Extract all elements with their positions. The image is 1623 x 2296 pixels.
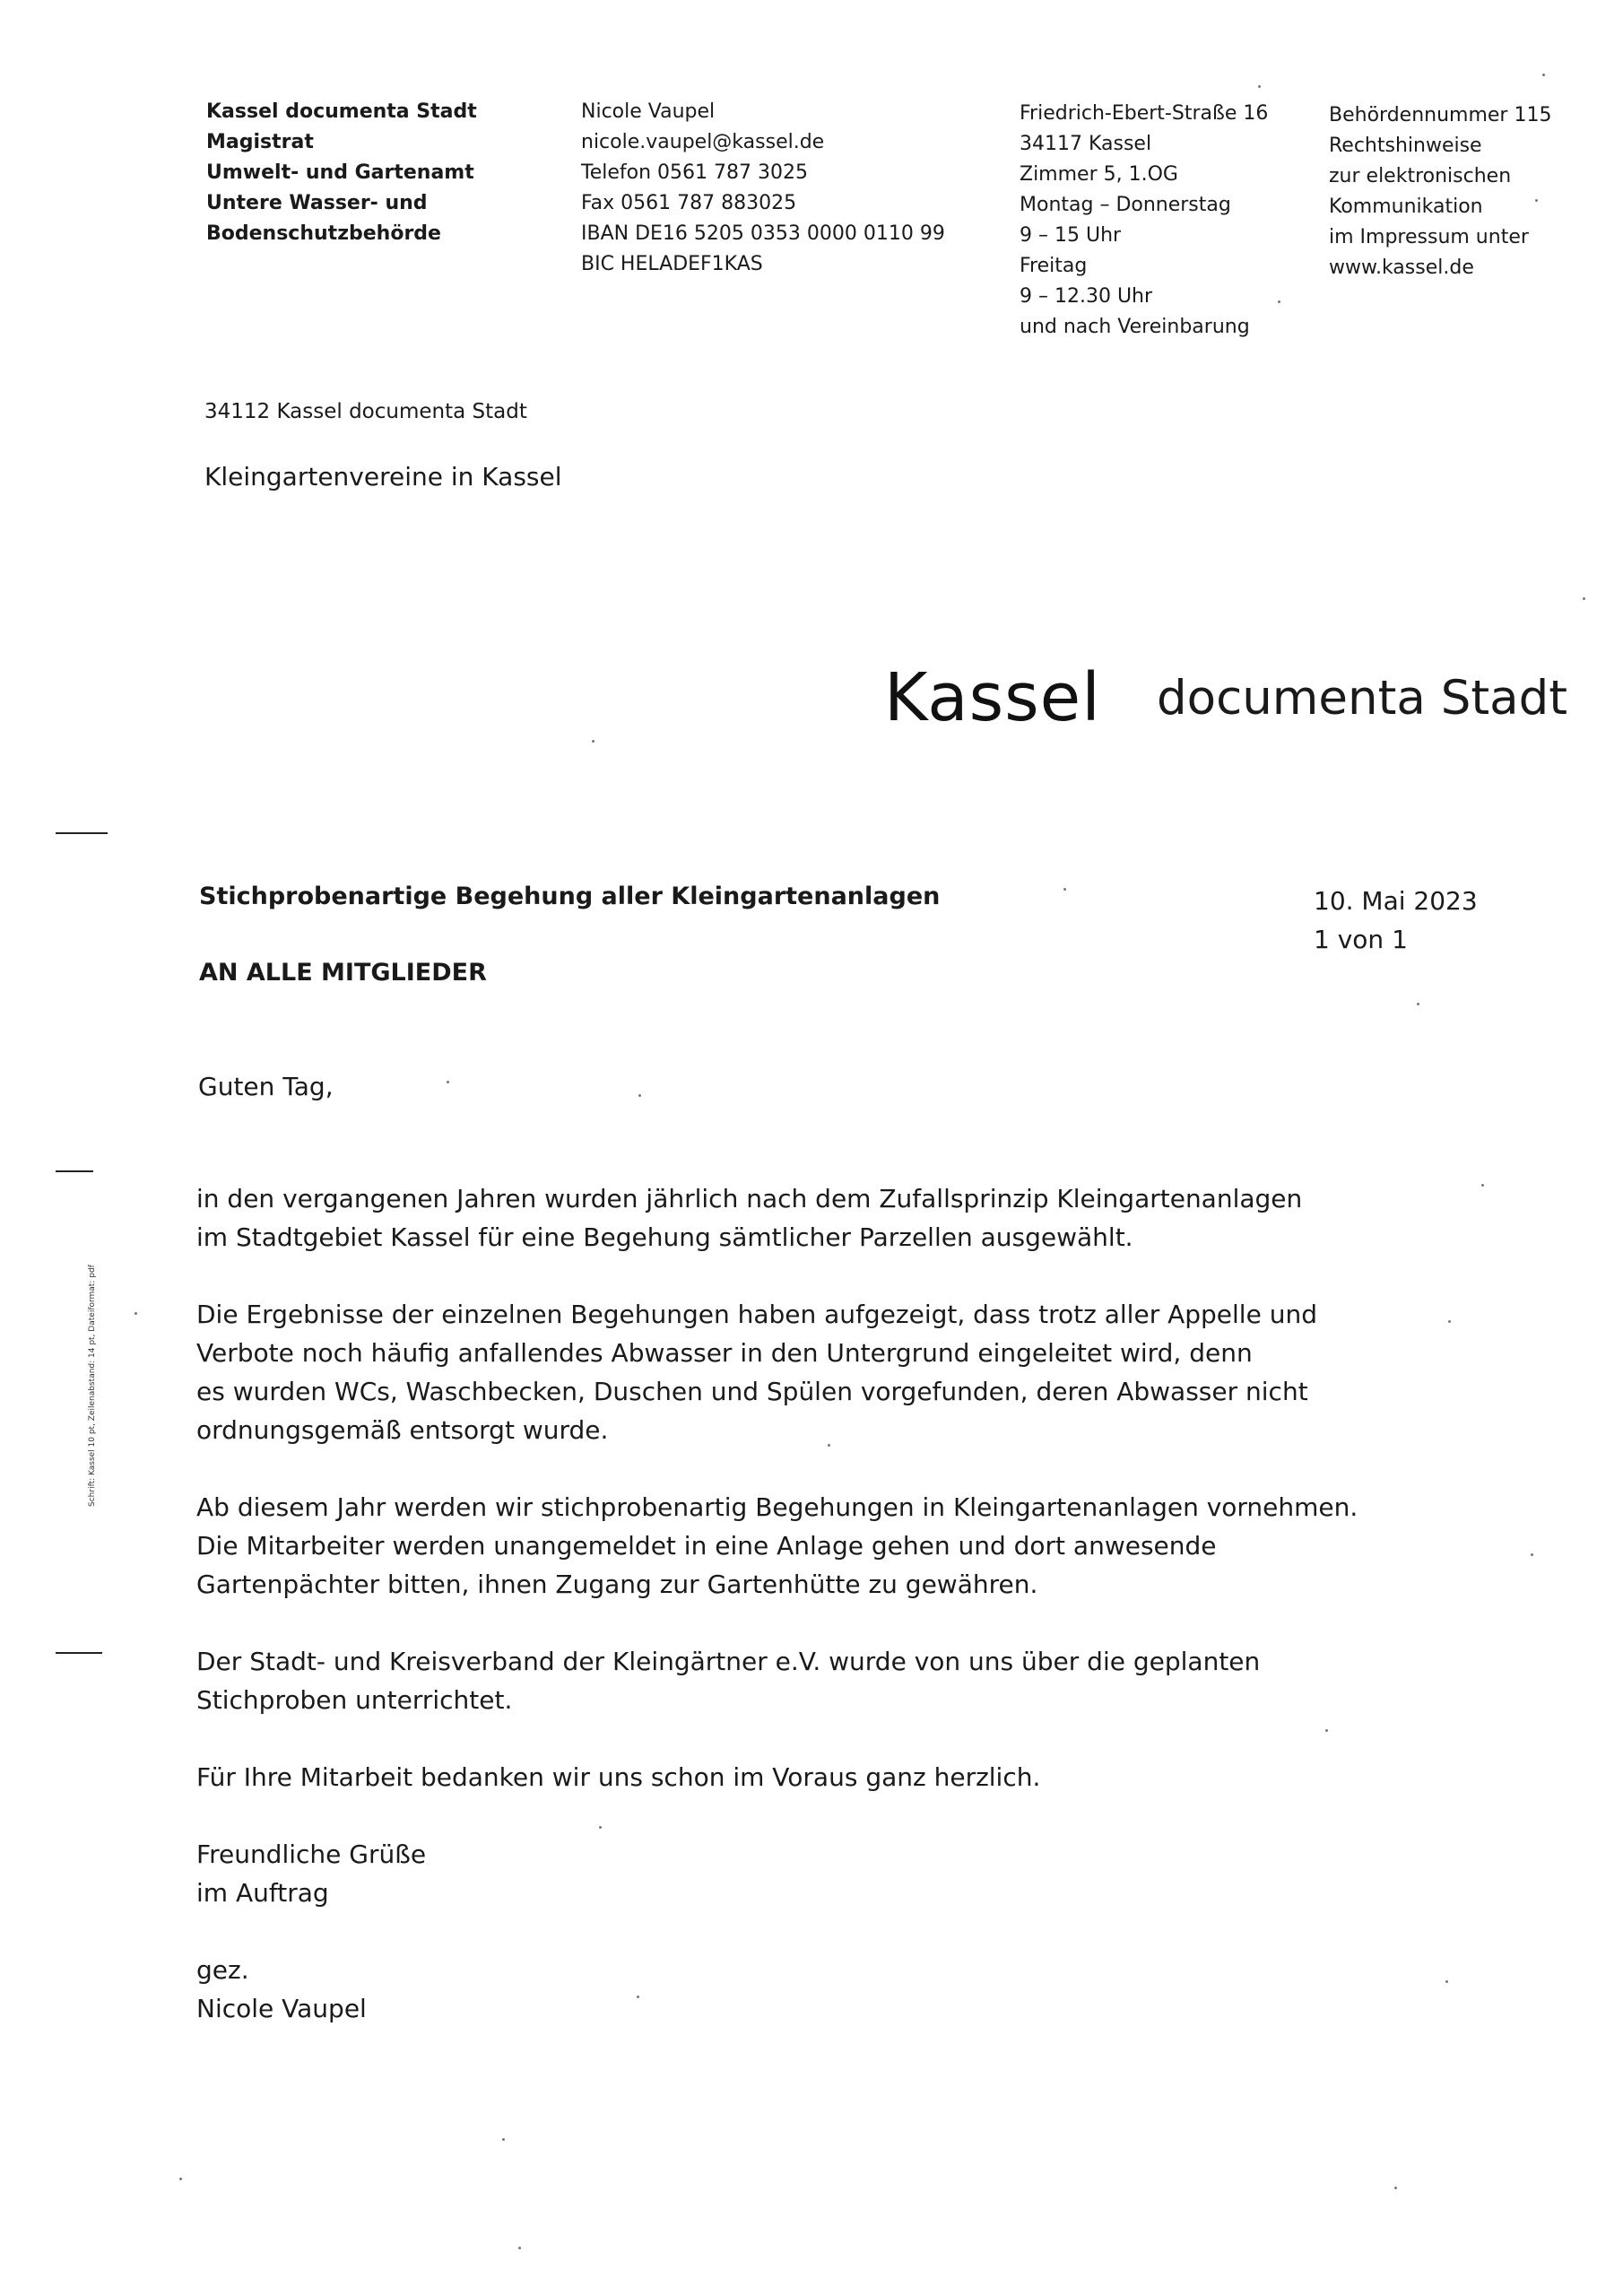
- paragraph: [196, 1179, 1358, 1257]
- paragraph: [196, 1758, 1358, 1796]
- addressee-line: AN ALLE MITGLIEDER: [199, 959, 487, 987]
- scan-speck: [1535, 199, 1538, 202]
- body-line: in den vergangenen Jahren wurden jährlich nach dem Zufallsprinzip Kleingartenanlagen: [196, 1184, 1303, 1213]
- body-line: ordnungsgemäß entsorgt wurde.: [196, 1415, 609, 1445]
- sender-line: Umwelt- und Gartenamt: [206, 161, 474, 184]
- scan-speck: [828, 1444, 830, 1447]
- scan-speck: [1063, 888, 1066, 891]
- letter-body: [196, 1179, 1358, 2066]
- paragraph: [196, 1295, 1358, 1449]
- legal-line: Rechtshinweise: [1329, 135, 1482, 157]
- sender-line: Untere Wasser- und: [206, 192, 428, 214]
- sender-line: Magistrat: [206, 131, 314, 153]
- page-count: 1 von 1: [1314, 925, 1408, 954]
- scan-speck: [1445, 1980, 1448, 1983]
- legal-line: Behördennummer 115: [1329, 104, 1552, 126]
- legal-line: im Impressum unter: [1329, 226, 1529, 248]
- city-logo-wordmark: Kassel: [884, 659, 1101, 736]
- format-side-note: Schrift: Kassel 10 pt, Zeilenabstand: 14 pt, Dateiformat: pdf: [88, 1265, 97, 1507]
- letter-subject: Stichprobenartige Begehung aller Kleingartenanlagen: [199, 883, 941, 910]
- sender-department-block: [206, 97, 477, 249]
- scan-speck: [1258, 85, 1261, 88]
- scan-speck: [1531, 1553, 1533, 1556]
- scan-speck: [135, 1312, 137, 1315]
- contact-iban: IBAN DE16 5205 0353 0000 0110 99: [581, 222, 945, 245]
- return-address: 34112 Kassel documenta Stadt: [204, 400, 527, 423]
- scan-speck: [502, 2138, 505, 2141]
- recipient-address: Kleingartenvereine in Kassel: [204, 462, 562, 491]
- closing-line: im Auftrag: [196, 1878, 329, 1908]
- signer-name: Nicole Vaupel: [196, 1994, 367, 2023]
- fold-mark-top: [56, 832, 108, 834]
- body-line: Für Ihre Mitarbeit bedanken wir uns schon im Voraus ganz herzlich.: [196, 1762, 1041, 1792]
- body-line: Die Mitarbeiter werden unangemeldet in eine Anlage gehen und dort anwesende: [196, 1531, 1217, 1561]
- scan-speck: [1448, 1320, 1451, 1323]
- scan-speck: [1278, 300, 1280, 303]
- scan-speck: [447, 1081, 449, 1083]
- scan-speck: [599, 1826, 602, 1829]
- paragraph: [196, 1488, 1358, 1604]
- body-line: Gartenpächter bitten, ihnen Zugang zur Gartenhütte zu gewähren.: [196, 1570, 1038, 1599]
- signature-line: gez.: [196, 1955, 249, 1985]
- office-line: und nach Vereinbarung: [1020, 316, 1250, 338]
- legal-line: Kommunikation: [1329, 196, 1483, 218]
- paragraph: [196, 1642, 1358, 1719]
- scan-speck: [1394, 2187, 1397, 2189]
- body-line: Der Stadt- und Kreisverband der Kleingärtner e.V. wurde von uns über die geplanten: [196, 1647, 1261, 1676]
- sender-line: Kassel documenta Stadt: [206, 100, 477, 123]
- contact-email: nicole.vaupel@kassel.de: [581, 131, 825, 153]
- contact-phone: Telefon 0561 787 3025: [581, 161, 808, 184]
- office-line: Zimmer 5, 1.OG: [1020, 163, 1178, 186]
- body-line: Verbote noch häufig anfallendes Abwasser in den Untergrund eingeleitet wird, denn: [196, 1338, 1253, 1368]
- letter-meta: [1314, 882, 1478, 959]
- scan-speck: [518, 2247, 521, 2249]
- scan-speck: [1325, 1729, 1328, 1732]
- office-line: 9 – 15 Uhr: [1020, 224, 1122, 247]
- scan-speck: [637, 1996, 639, 1998]
- scan-speck: [1542, 74, 1545, 76]
- office-line: Freitag: [1020, 255, 1088, 277]
- scan-speck: [1583, 597, 1585, 600]
- city-logo-subtitle: documenta Stadt: [1157, 671, 1568, 726]
- closing-line: Freundliche Grüße: [196, 1839, 427, 1869]
- office-line: Friedrich-Ebert-Straße 16: [1020, 102, 1269, 125]
- punch-mark: [56, 1170, 93, 1172]
- body-line: Stichproben unterrichtet.: [196, 1685, 513, 1715]
- scan-speck: [179, 2178, 182, 2180]
- office-line: 34117 Kassel: [1020, 133, 1152, 155]
- sender-line: Bodenschutzbehörde: [206, 222, 441, 245]
- office-line: 9 – 12.30 Uhr: [1020, 285, 1153, 308]
- office-address-block: [1020, 99, 1268, 343]
- contact-name: Nicole Vaupel: [581, 100, 716, 123]
- office-line: Montag – Donnerstag: [1020, 194, 1231, 216]
- scan-speck: [592, 740, 595, 743]
- body-line: es wurden WCs, Waschbecken, Duschen und Spülen vorgefunden, deren Abwasser nicht: [196, 1377, 1308, 1406]
- body-line: im Stadtgebiet Kassel für eine Begehung sämtlicher Parzellen ausgewählt.: [196, 1222, 1133, 1252]
- scan-speck: [1417, 1003, 1419, 1005]
- scan-speck: [638, 1094, 641, 1097]
- closing: [196, 1835, 1358, 1912]
- contact-fax: Fax 0561 787 883025: [581, 192, 797, 214]
- legal-line: zur elektronischen: [1329, 165, 1512, 187]
- letter-date: 10. Mai 2023: [1314, 886, 1478, 916]
- legal-line: www.kassel.de: [1329, 257, 1474, 279]
- contact-person-block: [581, 97, 945, 280]
- signature: [196, 1951, 1358, 2028]
- fold-mark-bottom: [56, 1652, 102, 1654]
- greeting: Guten Tag,: [198, 1072, 334, 1101]
- scan-speck: [1481, 1184, 1484, 1187]
- legal-info-block: [1329, 100, 1551, 283]
- body-line: Ab diesem Jahr werden wir stichprobenartig Begehungen in Kleingartenanlagen vornehmen.: [196, 1492, 1358, 1522]
- body-line: Die Ergebnisse der einzelnen Begehungen haben aufgezeigt, dass trotz aller Appelle und: [196, 1300, 1317, 1329]
- contact-bic: BIC HELADEF1KAS: [581, 253, 763, 275]
